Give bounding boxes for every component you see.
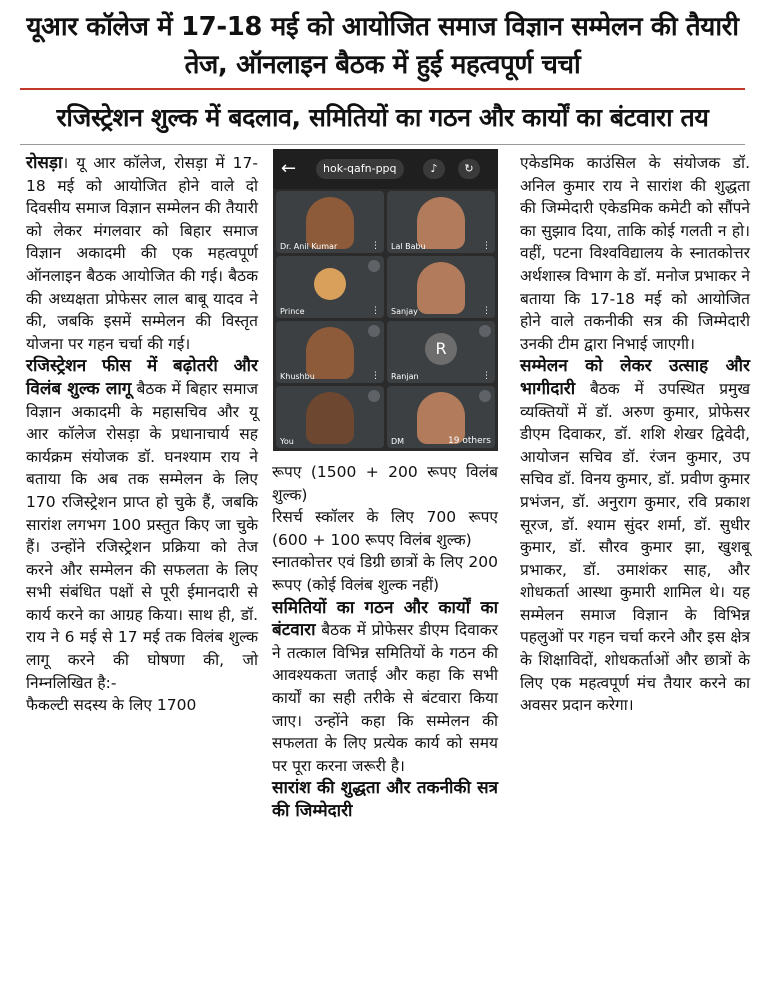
- faculty-fee-line: फैकल्टी सदस्य के लिए 1700: [26, 696, 197, 715]
- research-scholar-fee: रिसर्च स्कॉलर के लिए 700 रूपए (600 + 100 रूपए विलंब शुल्क): [272, 508, 498, 549]
- column-1: [26, 152, 258, 717]
- faculty-fee-continued: रूपए (1500 + 200 रूपए विलंब शुल्क): [272, 463, 498, 504]
- participant-tile: [276, 256, 384, 318]
- participant-tile: [387, 321, 495, 383]
- subheadline-rule: [20, 144, 745, 145]
- participant-name: Ranjan: [391, 372, 419, 381]
- online-meeting-screenshot: [273, 149, 498, 451]
- participant-name: Prince: [280, 307, 305, 316]
- mic-icon: [479, 325, 491, 337]
- participant-tile-self: [276, 386, 384, 448]
- mic-icon: [479, 390, 491, 402]
- column-3: [520, 152, 750, 717]
- participant-name: You: [280, 437, 294, 446]
- fee-section-heading: रजिस्ट्रेशन फीस में बढ़ोतरी और विलंब शुल्क लागू: [26, 356, 258, 399]
- switch-camera-icon: ↻: [458, 159, 480, 179]
- subheadline: रजिस्ट्रेशन शुल्क में बदलाव, समितियों का गठन और कार्यों का बंटवारा तय: [56, 103, 709, 132]
- committee-section-paragraph: [272, 597, 498, 778]
- participant-video: [306, 392, 354, 444]
- fee-section-text: बैठक में बिहार समाज विज्ञान अकादमी के महासचिव और यू आर कॉलेज रोसड़ा के प्रधानाचार्य सह कार्यक्रम संयोजक डॉ. घनश्याम राय ने बताया कि अब तक सम्मेलन के लिए 170 रजिस्ट्रेशन प्राप्त हो चुके हैं, जबकि सारांश लगभग 100 प्रस्तुत किए जा चुके हैं। उन्होंने रजिस्ट्रेशन प्रक्रिया को तेज करने और सम्मेलन की सफलता के लिए सभी संबंधित पक्षों से पूरी ईमानदारी से कार्य करने का आग्रह किया। साथ ही, डॉ. राय ने 6 मई से 17 मई तक विलंब शुल्क लागू करने की घोषणा की, जो निम्नलिखित है:-: [26, 379, 258, 692]
- participant-name: DM: [391, 437, 405, 446]
- committee-section-heading: समितियों का गठन और कार्यों का बंटवारा: [272, 597, 498, 641]
- more-options-icon: ⋮: [482, 241, 491, 251]
- column-2: [272, 461, 498, 823]
- participant-name: Khushbu: [280, 372, 315, 381]
- meeting-top-bar: [273, 149, 498, 189]
- participant-avatar: [314, 268, 346, 300]
- participant-tile: [387, 256, 495, 318]
- participant-name: Lal Babu: [391, 242, 426, 251]
- participation-section-text: बैठक में उपस्थित प्रमुख व्यक्तियों में डॉ. अरुण कुमार, प्रोफेसर डीएम दिवाकर, डॉ. शशि शेखर द्विवेदी, आयोजन सचिव डॉ. रंजन कुमार, उप सचिव डॉ. विनय कुमार, डॉ. प्रवीण कुमार प्रभंजन, डॉ. अनुराग कुमार, रवि प्रकाश सूरज, डॉ. श्याम सुंदर शर्मा, डॉ. सुधीर कुमार, डॉ. सौरव कुमार झा, खुशबू प्रभाकर, डॉ. उमाशंकर साह, और शोधकर्ता आस्था कुमारी शामिल थे। यह सम्मेलन समाज विज्ञान के विभिन्न पहलुओं पर गहन चर्चा करने और इस क्षेत्र के शिक्षाविदों, शोधकर्ताओं और छात्रों के लिए एक महत्वपूर्ण मंच तैयार करने का अवसर प्रदान करेगा।: [520, 379, 750, 715]
- fee-section-paragraph: [26, 355, 258, 694]
- headline-line-2: तेज, ऑनलाइन बैठक में हुई महत्वपूर्ण चर्चा: [184, 50, 581, 80]
- intro-text: । यू आर कॉलेज, रोसड़ा में 17-18 मई को आयोजित होने वाले दो दिवसीय समाज विज्ञान सम्मेलन की तैयारी को लेकर मंगलवार को बिहार समाज विज्ञान अकादमी की एक महत्वपूर्ण ऑनलाइन बैठक आयोजित की गई। बैठक की अध्यक्षता प्रोफेसर लाल बाबू यादव ने की, जबकि इसमें सम्मेलन की विस्तृत योजना पर गहन चर्चा की गई।: [26, 154, 258, 353]
- mic-icon: [368, 260, 380, 272]
- committee-section-text: बैठक में प्रोफेसर डीएम दिवाकर ने तत्काल विभिन्न समितियों के गठन की आवश्यकता जताई और कहा कि सभी कार्यों का सही तरीके से बंटवारा किया जाए। उन्होंने कहा कि सम्मेलन की सफलता के लिए प्रत्येक कार्य को समय पर पूरा करना जरूरी है।: [272, 621, 498, 775]
- more-options-icon: ⋮: [482, 371, 491, 381]
- others-count: 19 others: [448, 436, 491, 446]
- intro-paragraph: [26, 152, 258, 355]
- participant-name: Sanjay: [391, 307, 418, 316]
- summary-section-heading: सारांश की शुद्धता और तकनीकी सत्र की जिम्मेदारी: [272, 778, 498, 821]
- more-options-icon: ⋮: [371, 371, 380, 381]
- participant-tile: [276, 191, 384, 253]
- more-options-icon: ⋮: [482, 306, 491, 316]
- meeting-code: hok-qafn-ppq: [316, 159, 404, 179]
- more-options-icon: ⋮: [371, 306, 380, 316]
- dateline: रोसड़ा: [26, 153, 63, 173]
- participant-tile: [387, 191, 495, 253]
- speaker-icon: ♪: [423, 159, 445, 179]
- summary-section-text: एकेडमिक काउंसिल के संयोजक डॉ. अनिल कुमार राय ने सारांश की शुद्धता की जिम्मेदारी एकेडमिक कमेटी को सौंपने का सुझाव दिया, ताकि कोई गलती न हो। वहीं, पटना विश्वविद्यालय के स्नातकोत्तर अर्थशास्त्र विभाग के डॉ. मनोज प्रभाकर ने बताया कि 17-18 मई को आयोजित होने वाले तकनीकी सत्र की जिम्मेदारी उनकी टीम द्वारा निभाई जाएगी।: [520, 154, 750, 353]
- mic-icon: [368, 325, 380, 337]
- headline-line-1: यूआर कॉलेज में 17-18 मई को आयोजित समाज विज्ञान सम्मेलन की तैयारी: [26, 12, 739, 42]
- participant-initial: R: [425, 333, 457, 365]
- participant-name: Dr. Anil Kumar: [280, 242, 338, 251]
- participation-section-paragraph: [520, 355, 750, 717]
- more-options-icon: ⋮: [371, 241, 380, 251]
- student-fee: स्नातकोत्तर एवं डिग्री छात्रों के लिए 200 रूपए (कोई विलंब शुल्क नहीं): [272, 553, 498, 594]
- headline: [0, 8, 765, 84]
- mic-icon: [368, 390, 380, 402]
- participant-video: [417, 262, 465, 314]
- participant-tile: [387, 386, 495, 448]
- back-arrow-icon: ←: [281, 158, 297, 179]
- headline-rule: [20, 88, 745, 90]
- participant-tile: [276, 321, 384, 383]
- participation-section-heading: सम्मेलन को लेकर उत्साह और भागीदारी: [520, 356, 750, 399]
